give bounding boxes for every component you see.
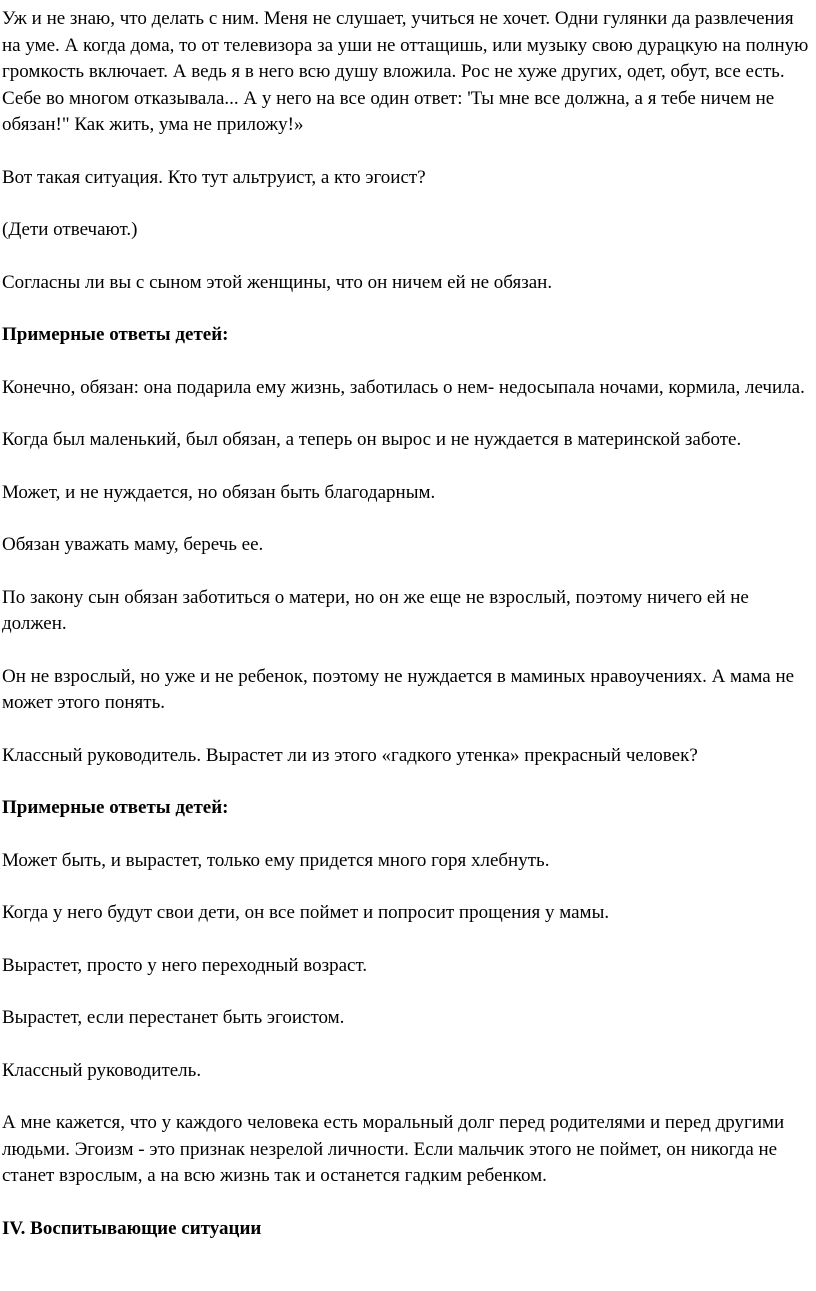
- subheading-sample-answers-2: Примерные ответы детей:: [2, 797, 229, 818]
- paragraph-teacher-conclusion: А мне кажется, что у каждого человека есть моральный долг перед родителями и перед другими людьми. Эгоизм - это признак незрелой личности. Если мальчик этого не поймет, он никогда не станет взрослым, а на всю жизнь так и останется гадким ребенком.: [2, 1112, 785, 1186]
- paragraph-answer-9: Вырастет, просто у него переходный возраст.: [2, 954, 368, 976]
- paragraph-answer-1: Конечно, обязан: она подарила ему жизнь, заботилась о нем- недосыпала ночами, кормила, лечила.: [2, 376, 805, 398]
- paragraph-answer-6: Он не взрослый, но уже и не ребенок, поэтому не нуждается в маминых нравоучениях. А мама не может этого понять.: [2, 665, 795, 713]
- paragraph-mother-complaint: Уж и не знаю, что делать с ним. Меня не слушает, учиться не хочет. Одни гулянки да развлечения на уме. А когда дома, то от телевизора за уши не оттащишь, или музыку свою дурацкую на полную громкость включает. А ведь я в него всю душу вложила. Рос не хуже других, одет, обут, все есть. Себе во многом отказывала... А у него на все один ответ: 'Ты мне все должна, а я тебе ничем не обязан!" Как жить, ума не приложу!»: [2, 8, 809, 135]
- paragraph-answer-10: Вырастет, если перестанет быть эгоистом.: [2, 1007, 345, 1028]
- paragraph-answer-4: Обязан уважать маму, беречь ее.: [2, 534, 264, 555]
- paragraph-answer-2: Когда был маленький, был обязан, а теперь он вырос и не нуждается в материнской заботе.: [2, 429, 742, 450]
- paragraph-answer-3: Может, и не нуждается, но обязан быть благодарным.: [2, 481, 436, 503]
- paragraph-teacher-label: Классный руководитель.: [2, 1059, 202, 1081]
- paragraph-agree-question: Согласны ли вы с сыном этой женщины, что он ничем ей не обязан.: [2, 271, 553, 293]
- paragraph-answer-8: Когда у него будут свои дети, он все поймет и попросит прощения у мамы.: [2, 902, 610, 923]
- paragraph-answer-7: Может быть, и вырастет, только ему придется много горя хлебнуть.: [2, 849, 550, 871]
- paragraph-teacher-question: Классный руководитель. Вырастет ли из этого «гадкого утенка» прекрасный человек?: [2, 744, 698, 766]
- paragraph-situation-question: Вот такая ситуация. Кто тут альтруист, а кто эгоист?: [2, 166, 426, 188]
- paragraph-children-answer: (Дети отвечают.): [2, 219, 138, 240]
- section-heading-iv: IV. Воспитывающие ситуации: [2, 1217, 262, 1239]
- subheading-sample-answers: Примерные ответы детей:: [2, 324, 229, 345]
- paragraph-answer-5: По закону сын обязан заботиться о матери, но он же еще не взрослый, поэтому ничего ей не должен.: [2, 586, 749, 634]
